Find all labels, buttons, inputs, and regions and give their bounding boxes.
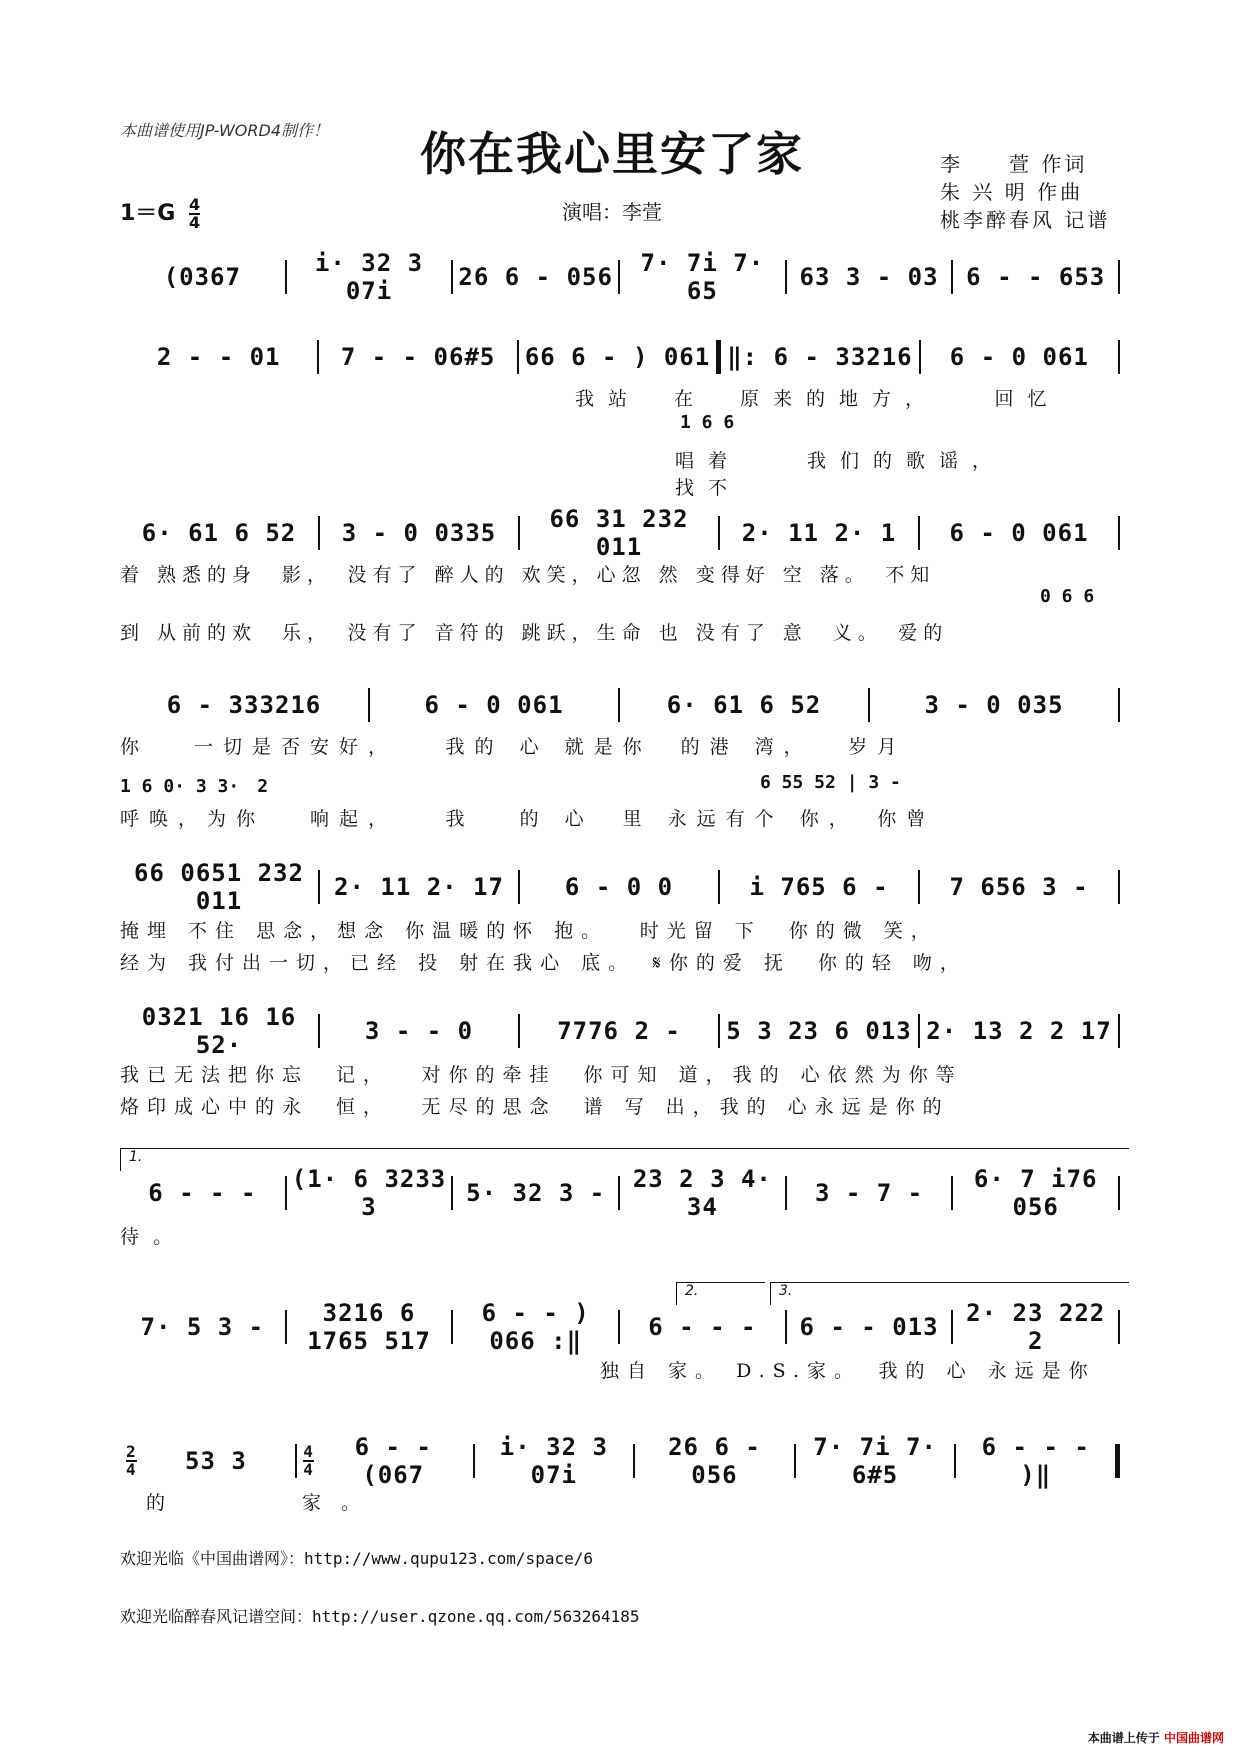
time-signature-4-4 [303, 1444, 314, 1478]
measure: (1· 6 3233 3 [291, 1165, 447, 1221]
measure: 6 - - ) 066 :‖ [481, 1299, 590, 1355]
measure: 6 - - - )‖ [981, 1433, 1090, 1489]
staff-5 [120, 859, 1120, 915]
lyric-line: 待。 [120, 1226, 187, 1248]
volta-3: 3. [770, 1282, 1129, 1305]
lyric-line: 掩埋 不住 思念，想念 你温暖的怀 抱。 时光留 下 你的微 笑， [120, 920, 938, 942]
transcriber-credit: 桃李醉春风 记谱 [940, 208, 1111, 232]
lyric-line: 烙印成心中的永 恒， 无尽的思念 谱 写 出，我的 心永远是你的 [120, 1096, 950, 1118]
singer: 演唱：李萱 [562, 200, 662, 224]
measure: 6 - 333216 [166, 691, 322, 719]
staff-3 [120, 505, 1120, 561]
measure: 7 - - 06#5 [340, 343, 496, 371]
upload-badge [1088, 1729, 1224, 1746]
lyric-line: 我已无法把你忘 记， 对你的牵挂 你可知 道，我的 心依然为你等 [120, 1064, 963, 1086]
credits [940, 150, 1110, 234]
measure: 2· 11 2· 1 [741, 519, 897, 547]
alt-notes: 0 6 6 [1040, 586, 1095, 607]
staff-4 [120, 684, 1120, 726]
measure: ‖: 6 - 33216 [727, 343, 913, 371]
key-label: 1＝G [120, 201, 176, 226]
time-bottom: 4 [189, 213, 201, 232]
time-bottom: 4 [303, 1460, 314, 1479]
measure: 2· 23 222 2 [966, 1299, 1106, 1355]
lyric-line: 独自 家。 D.S.家。 我的 心 永远是你 [600, 1360, 1096, 1382]
page-title: 你在我心里安了家 [420, 127, 804, 181]
measure: 7· 7i 7· 65 [640, 249, 765, 305]
measure: 2 - - 01 [156, 343, 281, 371]
staff-6 [120, 1003, 1120, 1059]
measure: i· 32 3 07i [314, 249, 424, 305]
measure: 26 6 - 056 [458, 263, 613, 291]
lyric-line: 到 从前的欢 乐， 没有了 音符的 跳跃，生命 也 没有了 意 义。 爱的 [120, 622, 949, 644]
measure: 23 2 3 4· 34 [632, 1165, 772, 1221]
time-signature [189, 197, 200, 231]
composer-credit: 朱 兴 明 作曲 [940, 180, 1084, 204]
site-logo: 中国曲谱网 [1163, 1731, 1224, 1745]
measure: 7 656 3 - [949, 873, 1089, 901]
alt-notes: 6 55 52 | 3 - [760, 772, 901, 793]
lyric-line: 呼唤，为你 响起， 我 的 心 里 永远有个 你， 你曾 [120, 808, 936, 830]
measure: i 765 6 - [749, 873, 889, 901]
staff-1 [120, 249, 1120, 305]
footer-link-1[interactable]: 欢迎光临《中国曲谱网》：http://www.qupu123.com/space/6 [120, 1549, 593, 1568]
measure: 26 6 - 056 [668, 1433, 761, 1489]
software-note: 本曲谱使用JP-WORD4制作！ [120, 121, 330, 140]
lyric-line: 的 家。 [146, 1492, 381, 1514]
lyric-line: 你 一切是否安好， 我的 心 就是你 的港 湾， 岁月 [120, 736, 907, 758]
measure: i· 32 3 07i [499, 1433, 608, 1489]
measure: 63 3 - 03 [799, 263, 939, 291]
measure: 53 3 [185, 1447, 247, 1475]
measure: 6 - - - [648, 1313, 757, 1341]
measure: 2· 11 2· 17 [334, 873, 504, 901]
staff-2 [120, 336, 1120, 378]
measure: 6 - - (067 [354, 1433, 432, 1489]
time-signature-2-4 [126, 1444, 137, 1478]
measure: 7· 5 3 - [140, 1313, 265, 1341]
measure: (0367 [163, 263, 241, 291]
measure: 3 - 7 - [814, 1179, 924, 1207]
measure: 6· 61 6 52 [141, 519, 297, 547]
measure: 7776 2 - [557, 1017, 681, 1045]
measure: 6 - 0 061 [949, 343, 1089, 371]
volta-2: 2. [676, 1282, 765, 1305]
staff-7 [120, 1165, 1120, 1221]
staff-8 [120, 1299, 1120, 1355]
lyricist-credit: 李 萱 作词 [940, 152, 1088, 176]
measure: 3 - - 0 [364, 1017, 474, 1045]
lyric-line: 经为 我付出一切，已经 投 射在我心 底。 𝄋你的爱 抚 你的轻 吻， [120, 952, 967, 974]
measure: 5· 32 3 - [466, 1179, 606, 1207]
lyric-line: 着 熟悉的身 影， 没有了 醉人的 欢笑，心忽 然 变得好 空 落。 不知 [120, 564, 936, 586]
time-bottom: 4 [126, 1460, 137, 1479]
measure: 3 - 0 035 [924, 691, 1064, 719]
measure: 66 31 232 011 [549, 505, 689, 561]
measure: 6· 7 i76 056 [973, 1165, 1098, 1221]
time-top: 2 [126, 1442, 137, 1461]
measure: 3216 6 1765 517 [307, 1299, 431, 1355]
measure: 7· 7i 7· 6#5 [813, 1433, 937, 1489]
measure: 6· 61 6 52 [666, 691, 822, 719]
time-top: 4 [189, 195, 201, 214]
alt-notes: 1 6 6 [680, 412, 735, 433]
lyric-line: 唱着 我们的歌谣， 找不 [675, 450, 1095, 499]
footer-link-2[interactable]: 欢迎光临醉春风记谱空间：http://user.qzone.qq.com/563264185 [120, 1607, 640, 1626]
volta-1: 1. [120, 1148, 1129, 1171]
staff-9 [120, 1433, 1120, 1489]
measure: 0321 16 16 52· [141, 1003, 297, 1059]
lyric-line: 我站 在 原来的地方， 回忆 [575, 388, 1061, 410]
measure: 6 - 0 061 [424, 691, 564, 719]
measure: 6 - - 653 [966, 263, 1106, 291]
alt-notes: 1 6 0· 3 3· 2 [120, 776, 269, 797]
measure: 6 - 0 0 [564, 873, 674, 901]
measure: 2· 13 2 2 17 [926, 1017, 1112, 1045]
upload-label: 本曲谱上传于 [1087, 1731, 1160, 1745]
measure: 66 0651 232 011 [134, 859, 304, 915]
measure: 5 3 23 6 013 [726, 1017, 912, 1045]
key-signature [120, 196, 200, 231]
measure: 6 - - - [148, 1179, 257, 1207]
measure: 6 - - 013 [799, 1313, 939, 1341]
measure: 6 - 0 061 [949, 519, 1089, 547]
measure: 3 - 0 0335 [341, 519, 497, 547]
measure: 66 6 - ) 061 [524, 343, 711, 371]
time-top: 4 [303, 1442, 314, 1461]
